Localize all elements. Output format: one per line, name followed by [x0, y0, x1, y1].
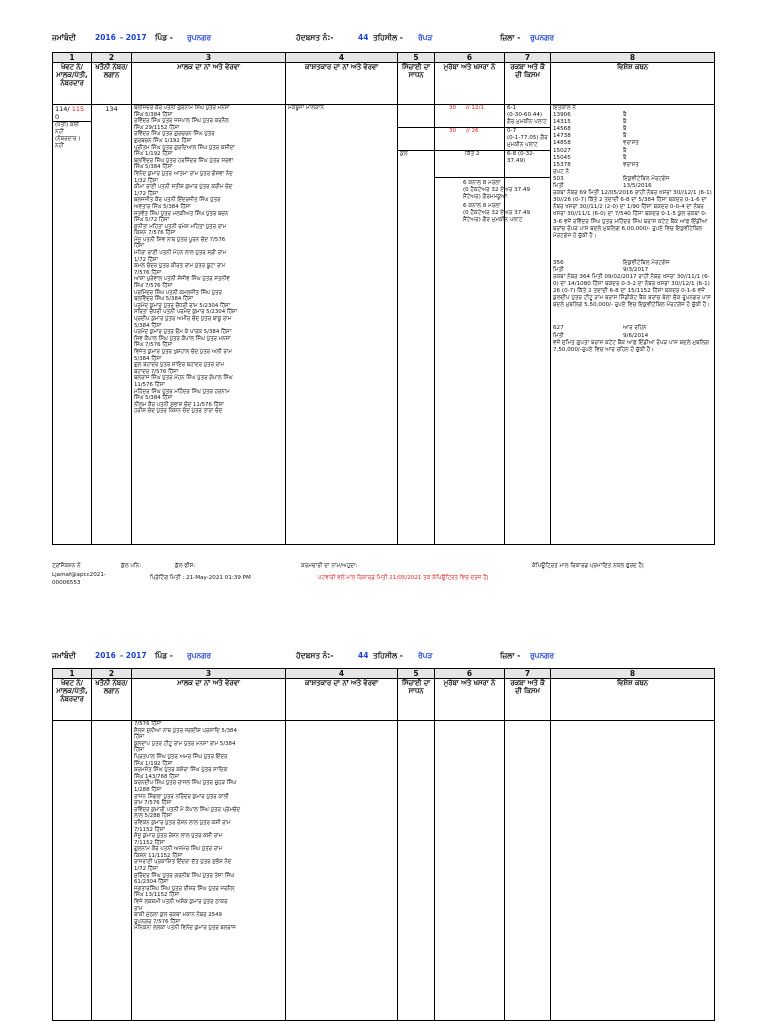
owner-line: ਸਿੰਘ 1/192 ਹਿੱਸਾ — [134, 151, 173, 158]
owner-line: ਬਹਾਦਰ 7/576 ਹਿੱਸਾ — [134, 368, 179, 375]
owner-line: ਅਵਤਾਰ ਸਿੰਘ 5/384 ਹਿੱਸਾ — [134, 203, 191, 210]
col-head-khewat: ਖੇਵਟ ਨੰ/ ਮਾਲਕ/ਪੱਤੀ, ਨੰਬਰਦਾਰ — [53, 679, 92, 721]
col-head-remarks: ਵਿਸ਼ੇਸ਼ ਕਥਨ — [551, 63, 715, 105]
owner-line: ਰਵਿੰਦਰ ਕੁਮਾਰੀ ਪਤਨੀ ਮੋ ਕੰਪਾਲ ਸਿੰਘ ਪੁੱਤਰ ਪ੍ਰੇਮਚੰਦ — [134, 806, 241, 813]
owner-line: ਰੂਪਨਗਰ 7/576 ਹਿੱਸਾ — [134, 918, 181, 925]
owner-line: ਸੈਲਜ਼ ਸੁਨੀਆ ਨਾਥ ਪੁੱਤਰ ਜਗਦੀਸ਼ ਪ੍ਰਸਾਦਿ 5/384 — [134, 727, 237, 734]
jamabandi-label: ਜਮਾਂਬੰਦੀ — [52, 33, 76, 42]
owner-line: ਰਾਜਨ ਸ਼ਿੰਗਲਾ ਪੁੱਤਰ ਨਰਿੰਦਰ ਕੁਮਾਰ ਪੁੱਤਰ ਕਾਲੀ — [134, 793, 229, 800]
owner-line: ਬਲਜਿੰਦਰ ਕੌਰ ਪਤਨੀ ਗੁਰਨਾਮ ਸਿੰਘ ਪੁੱਤਰ ਮਨਸਾ — [134, 105, 230, 111]
owner-line: ਸਿੰਘ 7/576 ਹਿੱਸਾ — [134, 283, 173, 290]
owner-line: ਲਾਲ 5/288 ਹਿੱਸਾ — [134, 813, 172, 820]
remarks-cell — [551, 105, 715, 545]
mutation-row — [553, 126, 712, 133]
mutation-row — [553, 155, 712, 162]
year-to-2: - 2017 — [120, 651, 147, 660]
owner-cell — [132, 721, 286, 1021]
khewat-note: ਨਹੀਂ — [55, 129, 64, 136]
owner-line: ਰਵਿਕਨ ਕੁਮਾਰ ਪੁੱਤਰ ਰੋਸ਼ਨ ਲਾਲ ਪੁੱਤਰ ਕਸ਼ੀ ਰਾਮ — [134, 819, 231, 826]
mutation-number: 14858 — [553, 140, 571, 147]
tehsil-value-2: ਰੋਪੜ — [418, 651, 433, 660]
owner-line: ਮੰਜੂ ਪਤਨੀ ਸ਼ਿਵ ਨਾਥ ਪੁੱਤਰ ਪੂਰਨ ਚੰਦ 7/576 — [134, 236, 226, 243]
khewat-note: ਨਹੀਂ — [55, 143, 64, 150]
owner-line: ਸੰਜੂ ਕੁਮਾਰ ਪੁੱਤਰ ਰੋਸ਼ਨ ਲਾਲ ਪੁੱਤਰ ਕਸ਼ੀ ਰਾਮ — [134, 833, 223, 840]
col-head-rakba: ਰਕਬਾ ਅਤੇ ਕੈ ਦੀ ਕਿਸਮ — [505, 679, 551, 721]
mutation-list — [553, 112, 712, 169]
jamabandi-label-2: ਜਮਾਂਬੰਦੀ — [52, 651, 76, 660]
owner-line: ਸਰਿਤਾ ਚੌਧਰੀ ਪਤਨੀ ਪਰਮੋਦ ਕੁਮਾਰ 5/2304 ਹਿੱਸਾ — [134, 309, 238, 316]
owner-line: ਸਿੰਘ 5/384 ਹਿੱਸਾ — [134, 395, 173, 402]
owner-line: ਆਸ਼ਾ ਪੁਰੇਵਾਲ ਪਤਨੀ ਸੰਜੀਵ ਸਿੰਘ ਪੁੱਤਰ ਸਤਨੀਵ — [134, 276, 230, 283]
hadbast-label: ਹੱਦਬਸਤ ਨੰ:- — [296, 33, 334, 42]
owner-line: ਪਰਮੋਦ ਕੁਮਾਰ ਪੁੱਤਰ ਓਮ ਕੇ ਪਾਰਕ 5/384 ਹਿੱਸਾ — [134, 329, 232, 336]
owner-line: 7/1152 ਹਿੱਸਾ — [134, 839, 165, 846]
owner-line: 7/576 ਹਿੱਸਾ — [134, 269, 162, 276]
mutation-number: 13906 — [553, 112, 571, 119]
owner-list — [134, 105, 283, 415]
col-head-owner: ਮਾਲਕ ਦਾ ਨਾਂ ਅਤੇ ਵੇਰਵਾ — [132, 63, 286, 105]
mutation-type: ਬੈ — [623, 147, 627, 154]
total-line: ਸੈਂਟੇਅਰ) ਗੈਰ ਮੁਮਕੀਨ ਪਲਾਟ — [463, 217, 523, 224]
owner-line: ਹਿੱਸਾ — [134, 747, 145, 754]
murabba-row — [435, 128, 504, 151]
rapat-2: 356 ਇਕੁਵੀਟੇਬਿਲ ਮੋਰਟਗੇਜ ਮਿਤੀ 9/3/2017 ਰਕਬਾ ਨੰਬਰ 364 ਮਿਤੀ 09/02/2017 ਰਾਹੀਂ ਨੰਬਰ ਖਸਰਾ 30//11/1 (6-0) ਦਾ 14/1080 ਹਿੱਸਾ ਬਕਦਰ 0-3-2 ਦਾ ਨੰਬਰ ਖਸਰਾ 30//12/1 (6-1) 26 (0-7) ਕਿੱਤੇ 2 ਤਦਾਦੀ 6-8 ਦਾ 15/1152 ਹਿੱਸਾ ਬਕਦਰ 0-1-6 ਵਜੋਂ ਕੁਲਦੀਪ ਪੁੱਤਰ ਟੀਟੂ ਰਾਮ ਬਰਾਸ ਸਿੰਡੀਕੇਟ ਬੈਂਕ ਬਰਾਂਚ ਬੇਲਾ ਚੌਕ ਰੂਪਨਗਰ ਪਾਸ ਬਦਲੇ ਮੁਬਲਿਗ 5,50,000/- ਰੁਪਏ ਵਿਚ ਇਕੁਵੀਟੇਬਿਲ ਮੋਰਟਗੇਜ ਹੋ ਚੁੱਕੀ ਹੈ। — [553, 259, 711, 309]
owner-line: 1/72 ਹਿੱਸਾ — [134, 190, 158, 197]
mutation-type: ਬੈ — [623, 112, 627, 119]
murabba-number: 30 — [449, 105, 457, 111]
owner-line: ਬਾਕੀ ਮੁੱਠਲਾ ਕੁਲ ਰਕਬਾ ਮਕਾਨ ਨੰਬਰ 2549 — [134, 912, 222, 919]
murabba-total: ਕਿੱਤੇ 2 — [435, 151, 504, 178]
owner-line: 7/1152 ਹਿੱਸਾ — [134, 826, 165, 833]
footer-transaction-label: ਟ੍ਰਾਂਸੈਕਸ਼ਨ ਨੰ — [52, 563, 81, 569]
footer-employee: ਕਰਮਚਾਰੀ ਦਾ ਨਾਮ/ਅਹੁਦਾ: — [301, 563, 358, 569]
owner-line: ਸੁਰਿੰਦਰ ਸਿੰਘ ਪੁੱਤਰ ਗਰਨੀਬ ਸਿੰਘ ਪੁੱਤਰ ਤੇਜਾ ਸਿੰਘ — [134, 872, 235, 879]
rapat-1: 503 ਇਕੁਵੀਟੇਬਿਲ ਮੋਰਟਗੇਜ ਮਿਤੀ 13/5/2016 ਰਕਬਾ ਨੰਬਰ 69 ਮਿਤੀ 12/05/2016 ਰਾਹੀਂ ਨੰਬਰ ਖਸਰਾ 30//12/1 (6-1) 30//26 (0-7) ਕਿੱਤੇ 2 ਤਦਾਦੀ 6-8 ਦਾ 5/384 ਹਿੱਸਾ ਬਕਦਰ 0-1-6 ਦਾ ਨੰਬਰ ਖਸਰਾ 30//11/2 (2-0) ਦਾ 1/90 ਹਿੱਸਾ ਬਕਦਰ 0-0-4 ਦਾ ਨੰਬਰ ਖਸਰਾ 30//11/1 (6-0) ਦਾ 7/540 ਹਿੱਸਾ ਬਕਦਰ 0-1-5 ਕੁਲ ਰਕਬਾ 0-3-6 ਵਜੋਂ ਰਵਿੰਦਰ ਸਿੰਘ ਪੁੱਤਰ ਮਹਿੰਦਰ ਸਿੰਘ ਬਰਾਸ ਕਟੇਟ ਬੈਂਕ ਆਫ ਇੰਡੀਆ ਬਰਾਂਚ ਰੋਪੜ ਪਾਸ ਬਦਲੇ ਮੁਬਲਿਗ 6,00,000/- ਰੁਪਏ ਵਿਚ ਇਕੁਵੀਟੇਬਿਲ ਮੋਰਟਗੇਜ ਹੋ ਚੁੱਕੀ ਹੈ। — [553, 175, 712, 239]
mutation-row — [553, 133, 712, 140]
owner-line: ਸੁਨੀਤਾ ਮਹਿਤਾ ਪਤਨੀ ਰਮੇਸ਼ ਮਹਿਤਾ ਪੁੱਤਰ ਰਾਮ — [134, 223, 227, 230]
col-num-3: 3 — [132, 53, 286, 63]
owner-line: ਰਾਮ — [134, 905, 143, 912]
footer-patwari-note: ਪਟਵਾਰੀ ਵਲੋਂ ਮਾਲ ਰਿਕਾਰਡ ਮਿਤੀ 21/05/2021 ਤਕ ਕੰਪਿਊਟ੍ਰਿਤ ਵਿਚ ਦਰਜ ਹੈ| — [318, 575, 489, 581]
khatauni-cell — [92, 105, 132, 545]
khewat-cell — [53, 721, 92, 1021]
khatauni-number: 134 — [105, 105, 118, 113]
col-num-2: 2 — [92, 669, 132, 679]
year-to: - 2017 — [120, 33, 147, 42]
irrigation-total: ਕੁਲ — [400, 151, 408, 157]
mutation-type: ਬੈ — [623, 119, 627, 126]
owner-line: ਬਲਵਿੰਦਰ ਸਿੰਘ ਪੁੱਤਰ ਹਰਜਿੰਦਰ ਸਿੰਘ ਪੁੱਤਰ ਸਰਵਾ — [134, 157, 234, 164]
mutation-number: 15027 — [553, 147, 571, 154]
owner-line: ਸਤਵੰਤ ਸਿੰਘ ਪੁੱਤਰ ਮਲਕੀਅਤ ਸਿੰਘ ਪੁੱਤਰ ਬਚਨ — [134, 210, 229, 217]
khewat-cell — [53, 105, 92, 545]
owner-line: 5/384 ਹਿੱਸਾ — [134, 355, 162, 362]
owner-line: ਸਿੰਘ 29/1152 ਹਿੱਸਾ — [134, 124, 180, 131]
col-head-murabba: ਮੁਰੱਬਾ ਅਤੇ ਖਸਰਾ ਨੰ — [435, 679, 505, 721]
col-head-khatauni: ਖਤੌਨੀ ਨੰਬਰ/ ਲਗਾਨ — [92, 63, 132, 105]
owner-line: ਸਿੰਘ 5/384 ਹਿੱਸਾ — [134, 164, 173, 171]
rapat-3: 627 ਆਰ ਰਹਿਨ ਮਿਤੀ 9/6/2014 ਵਜੋਂ ਸੁਮਿਤ ਗੁਪਤਾ ਬਰਾਸ ਕਟੇਟ ਬੈਂਕ ਆਫ ਇੰਡੀਆ ਰੋਪੜ ਪਾਸ ਬਦਲੇ ਮੁਬਲਿਗ 7,50,000/-ਰੁਪਏ ਵਿਚ ਆਰ ਰਹਿਨ ਹੋ ਚੁੱਕੀ ਹੈ। — [553, 325, 710, 353]
cultivator-cell — [286, 105, 398, 545]
total-line: (0 ਹੈਕਟੇਅਰ 32 ਏਅਰ 37.49 — [463, 187, 531, 194]
col-num-8: 8 — [551, 53, 715, 63]
owner-line: ਵਿਜੇ ਲਕਸ਼ਮੀ ਪਤਨੀ ਅਸ਼ੋਕ ਕੁਮਾਰ ਪੁੱਤਰ ਠਾਕਰ — [134, 899, 228, 906]
owner-line: ਨੀਲਮ ਕੌਰ ਪਤਨੀ ਸੁਭਾਸ਼ ਚੰਦ 11/576 ਹਿੱਸਾ — [134, 401, 224, 408]
owner-line: ਗੁਰਬਚਨ ਸਿੰਘ 1/192 ਹਿੱਸਾ — [134, 137, 192, 144]
owner-line: ਬਲਰਾਜ ਸਿੰਘ ਪੁੱਤਰ ਮੋਹਨ ਸਿੰਘ ਪੁੱਤਰ ਗੋਪਾਲ ਸਿੰਘ — [134, 375, 233, 382]
owner-line: ਮਧੋਰਾ ਰਾਣੀ ਪਤਨੀ ਮੋਹਨ ਲਾਲ ਪੁੱਤਰ ਸ੍ਰੀ ਰਾਮ — [134, 250, 227, 257]
remarks-header: ਇੰਤਕਾਲ ਨੰ — [553, 105, 576, 111]
col-num-1: 1 — [53, 53, 92, 63]
jamabandi-table-page2 — [52, 668, 715, 1021]
owner-line: 61/2304 ਹਿੱਸਾ — [134, 879, 169, 886]
col-num-6: 6 — [435, 53, 505, 63]
owner-line: ਰਾਜਰਾਣੀ ਪ੍ਰਕਾਸ਼ਿਤ ਇੰਦਰਾ ਦੱਤ ਪੁੱਤਰ ਸੁਭੋਸ਼ ਨੰਦ — [134, 859, 232, 866]
col-num-2: 2 — [92, 53, 132, 63]
owner-line: ਰਵਿੰਦਰ ਸਿੰਘ ਪੁੱਤਰ ਜਸਪਾਲ ਸਿੰਘ ਪੁੱਤਰ ਕਰਨੈਲ — [134, 118, 229, 125]
owner-line: 1/32 ਹਿੱਸਾ — [134, 177, 158, 184]
col-num-7: 7 — [505, 53, 551, 63]
col-num-4: 4 — [286, 53, 398, 63]
zila-label: ਜ਼ਿਲਾ - — [500, 33, 521, 42]
col-num-5: 5 — [398, 669, 435, 679]
year-from-2: 2016 — [95, 651, 116, 660]
owner-line: ਕੀਮਾ ਰਾਣੀ ਪਤਨੀ ਸਤੀਸ਼ ਕੁਮਾਰ ਪੁੱਤਰ ਕਰੀਮ ਚੰਦ — [134, 184, 233, 191]
total-line: 6 ਕਨਾਲ 8 ਮਰਲਾ — [463, 203, 501, 210]
mutation-number: 15045 — [553, 154, 571, 161]
owner-line: ਕਿਸ਼ਨ 7/576 ਹਿੱਸਾ — [134, 230, 176, 237]
cultivator-text: ਮਕਬੂਜਾ ਮਾਲਕਾਨ — [288, 105, 324, 111]
year-from: 2016 — [95, 33, 116, 42]
khasra-number: // 12/1 — [465, 105, 485, 111]
owner-line: ਵਿਜੇਤ ਕੁਮਾਰ ਪੁੱਤਰ ਖੁਸ਼ਹਾਲ ਚੰਦ ਪੁੱਤਰ ਅਲੀ ਰਾਮ — [134, 348, 232, 355]
murabba-number: 30 — [449, 128, 457, 134]
col-num-6: 6 — [435, 669, 505, 679]
khewat-number: 114/ — [55, 105, 70, 113]
owner-line: ਰਵਿੰਦਰ ਸਿੰਘ ਪੁੱਤਰ ਗੁਰਚਰਨ ਸਿੰਘ ਪੁੱਤਰ — [134, 131, 215, 138]
owner-line: ਗੁਲ ਬਹਾਦਰ ਪੁੱਤਰ ਸ਼ਾਇਰ ਬਹਾਦਰ ਪੁੱਤਰ ਰਾਮ — [134, 362, 225, 369]
owner-line: 1/72 ਹਿੱਸਾ — [134, 256, 158, 263]
owner-line: ਸਿੰਘ 5/72 ਹਿੱਸਾ — [134, 217, 170, 224]
pind-label: ਪਿੰਡ - — [155, 33, 173, 42]
mutation-number: 15378 — [553, 161, 571, 168]
total-line: ਸੈਂਟੇਅਰ) ਗੈਰਮਮਕੂਆ — [463, 194, 508, 201]
rakba-row: 0-7 (0-1-77.05) ਗੈਰ ਮੁਮਕੀਨ ਪਲਾਟ — [505, 128, 550, 151]
col-num-3: 3 — [132, 669, 286, 679]
owner-line: ਬਲਜਜੀਤ ਕੌਰ ਪਤਨੀ ਇੰਦਰਜੀਤ ਸਿੰਘ ਪੁੱਤਰ — [134, 197, 221, 204]
total-line: 6 ਕਨਾਲ 8 ਮਰਲਾ — [463, 180, 501, 186]
col-head-remarks: ਵਿਸ਼ੇਸ਼ ਕਥਨ — [551, 679, 715, 721]
mutation-type: ਬੈ — [623, 126, 627, 133]
khasra-number: // 26 — [465, 128, 479, 134]
rakba-cell — [505, 105, 551, 545]
owner-line: ਪ੍ਰੀਤਮ ਸਿੰਘ ਪੁੱਤਰ ਗੁਰਦਿਆਲ ਸਿੰਘ ਪੁੱਤਰ ਕਸ਼ੀਦਾ — [134, 144, 235, 151]
owner-line: ਮਨਿਕਨਾ ਲਲਕਾ ਪਤਨੀ ਵਿਨੋਦ ਕੁਮਾਰ ਪੁੱਤਰ ਬਲਰਾਜ — [134, 925, 236, 932]
mutation-row — [553, 112, 712, 119]
tehsil-label-2: ਤਹਿਸੀਲ - — [373, 651, 403, 660]
murabba-row — [435, 105, 504, 128]
mutation-type: ਵਰਾਸਤ — [623, 140, 639, 147]
col-head-cultivator: ਕਾਸ਼ਤਕਾਰ ਦਾ ਨਾਂ ਅਤੇ ਵੇਰਵਾ — [286, 679, 398, 721]
footer-total-pages: ਕੁੱਲ ਪਨਿ: — [121, 563, 142, 569]
total-area-2 — [435, 201, 531, 224]
khewat-note: (ਨੰਬਰਦਾਰ ) — [55, 136, 81, 143]
pind-value-2: ਰੁਪਨਗਰ — [187, 651, 212, 660]
mutation-type: ਬੈ — [623, 154, 627, 161]
cultivator-cell — [286, 721, 398, 1021]
rakba-row: 6-1 (0-30-60.44) ਗੈਰ ਮੁਮਕੀਨ ਪਲਾਟ — [505, 105, 550, 128]
hadbast-value: 44 — [358, 33, 369, 42]
col-head-rakba: ਰਕਬਾ ਅਤੇ ਕੈ ਦੀ ਕਿਸਮ — [505, 63, 551, 105]
footer-certified: ਕੰਪਿਊਟ੍ਰਿਤ ਮਾਲ ਰਿਕਾਰਡ ਪ੍ਰਮਾਣਿਤ ਨਕਲ ਫੁਰਦ ਹੈ| — [532, 563, 644, 569]
hadbast-label-2: ਹੱਦਬਸਤ ਨੰ:- — [296, 651, 334, 660]
owner-line: ਸਿਵ ਕੌਪਾਲ ਸਿੰਘ ਪੁੱਤਰ ਕੌਪਾਲ ਸਿੰਘ ਪੁੱਤਰ ਮਨਸਾ — [134, 335, 231, 342]
owner-line: 5/384 ਹਿੱਸਾ — [134, 322, 162, 329]
owner-cell — [132, 105, 286, 545]
col-head-khatauni: ਖਤੌਨੀ ਨੰਬਰ/ ਲਗਾਨ — [92, 679, 132, 721]
col-head-cultivator: ਕਾਸ਼ਤਕਾਰ ਦਾ ਨਾਂ ਅਤੇ ਵੇਰਵਾ — [286, 63, 398, 105]
owner-line: ਪ੍ਰਦੀਪ ਕੁਮਾਰ ਪੁੱਤਰ ਅਮੀਰ ਚੰਦ ਪੁੱਤਰ ਬਾਬੂ ਰਾਮ — [134, 316, 232, 322]
irrigation-cell — [398, 105, 435, 545]
tehsil-value: ਰੋਪੜ — [418, 33, 433, 42]
owner-line: ਕਿਸ਼ਨ 11/1152 ਹਿੱਸਾ — [134, 852, 183, 859]
col-num-1: 1 — [53, 669, 92, 679]
hadbast-value-2: 44 — [358, 651, 369, 660]
owner-list — [134, 721, 283, 932]
owner-line: ਗੁਲਨਾਮ ਕੌਰ ਪਤਨੀ ਅਜਮੇਰ ਸਿੰਘ ਪੁੱਤਰ ਰਾਮ — [134, 846, 223, 853]
tehsil-label: ਤਹਿਸੀਲ - — [373, 33, 403, 42]
mutation-row — [553, 119, 712, 126]
mutation-type: ਬੈ — [623, 133, 627, 140]
owner-line: ਮਹਿੰਦਰ ਸਿੰਘ ਪੁੱਤਰ ਮਹਿੰਦਰ ਸਿੰਘ ਪੁੱਤਰ ਹਰਨਾਮ — [134, 388, 230, 395]
mutation-number: 14738 — [553, 133, 571, 140]
khatauni-cell — [92, 721, 132, 1021]
owner-line: ਕੁਲਦਾਪ ਪੁੱਤਰ ਟੀਟੂ ਰਾਮ ਪੁੱਤਰ ਮਨਸਾ ਰਾਮ 5/384 — [134, 740, 236, 747]
mutation-number: 14568 — [553, 126, 571, 133]
total-line: (0 ਹੈਕਟੇਅਰ 32 ਏਅਰ 37.49 — [463, 210, 531, 217]
mutation-row — [553, 162, 712, 169]
owner-line: ਜਗਤਾਰਸਿੰਘ ਸਿੰਘ ਪੁੱਤਰ ਈਸ਼ਰ ਸਿੰਘ ਪੁੱਤਰ ਜਰਨੈਲ — [134, 885, 235, 892]
khewat-note: (ਪੱਤੀ) ਕੋਈ — [55, 122, 80, 128]
owner-line: ਪਰਮੋਦ ਕੁਮਾਰ ਪੁੱਤਰ ਚੌਧਰੀ ਰਾਮ 5/2304 ਹਿੱਸਾ — [134, 302, 231, 309]
footer-transaction-id-2: 00006553 — [52, 580, 81, 586]
owner-line: ਸਿੰਘ 5/384 ਹਿੱਸਾ — [134, 111, 173, 118]
col-head-khewat: ਖੇਵਟ ਨੰ/ ਮਾਲਕ/ਪੱਤੀ, ਨੰਬਰਦਾਰ — [53, 63, 92, 105]
owner-line: 7/576 ਹਿੱਸਾ — [134, 721, 162, 727]
owner-line: ਸਿੰਘ 13/1152 ਹਿੱਸਾ — [134, 892, 180, 899]
owner-line: ਕਰਨਦੀਪ ਸਿੰਘ ਪੁੱਤਰ ਰਾਜਲ ਸਿੰਘ ਪੁੱਤਰ ਚੁਹੜ ਸਿੰਘ — [134, 780, 237, 787]
zila-value: ਰੁਪਨਗਰ — [530, 33, 555, 42]
col-head-owner: ਮਾਲਕ ਦਾ ਨਾਂ ਅਤੇ ਵੇਰਵਾ — [132, 679, 286, 721]
zila-value-2: ਰੁਪਨਗਰ — [530, 651, 555, 660]
khewat-sub: 0 — [53, 113, 91, 122]
owner-line: ਹਿੱਸਾ — [134, 243, 145, 250]
pind-label-2: ਪਿੰਡ - — [155, 651, 173, 660]
owner-line: ਬਲਵਿੰਦਰ ਸਿੰਘ 5/384 ਹਿੱਸਾ — [134, 296, 194, 303]
col-num-8: 8 — [551, 669, 715, 679]
rakba-cell — [505, 721, 551, 1021]
owner-line: ਹਿੱਸਾ — [134, 734, 145, 741]
owner-line: 1/288 ਹਿੱਸਾ — [134, 786, 162, 793]
footer-total-fees: ਕੁੱਲ ਫੀਸ: — [175, 563, 196, 569]
mutation-number: 14315 — [553, 119, 571, 126]
pind-value: ਰੁਪਨਗਰ — [187, 33, 212, 42]
owner-line: ਪਰਮਿੰਦਰ ਸਿੰਘ ਪਤਨੀ ਕਮਲਜੀਤ ਸਿੰਘ ਪੁੱਤਰ — [134, 289, 222, 296]
mutation-row — [553, 140, 712, 147]
total-area-1 — [435, 178, 531, 201]
owner-line: ਕਮਲ ਚੰਦਰ ਪੁੱਤਰ ਕੀਰਤ ਰਾਮ ਪੁੱਤਰ ਬੂਟਾ ਰਾਮ — [134, 263, 226, 270]
mutation-type: ਵਰਾਸਤ — [623, 161, 639, 168]
owner-line: 11/576 ਹਿੱਸਾ — [134, 381, 165, 388]
col-head-murabba: ਮੁਰੱਬਾ ਅਤੇ ਖਸਰਾ ਨੰ — [435, 63, 505, 105]
owner-line: ਕਰਮਜੋਤ ਸਿੰਘ ਪੁੱਤਰ ਕਸ਼ੋਰਾ ਸਿੰਘ ਪੁੱਤਰ ਸਾਦਿਕ — [134, 767, 228, 774]
col-head-irrigation: ਸਿੰਚਾਈ ਦਾ ਸਾਧਨ — [398, 63, 435, 105]
rapat-label: ਰਪਟ ਨੰ — [553, 168, 569, 175]
owner-line: ਸਿੰਘ 1/192 ਹਿੱਸਾ — [134, 760, 173, 767]
khewat-number-red: 115 — [71, 105, 85, 113]
mutation-row — [553, 148, 712, 155]
murabba-cell — [435, 721, 505, 1021]
owner-line: ਰਾਮ 7/576 ਹਿੱਸਾ — [134, 800, 172, 807]
zila-label-2: ਜ਼ਿਲਾ - — [500, 651, 521, 660]
col-num-5: 5 — [398, 53, 435, 63]
footer-transaction-id: Ljamaf@apcc2021- — [52, 572, 106, 578]
rakba-total: 6-8 (0-32- 37.49) — [505, 151, 550, 178]
col-num-4: 4 — [286, 669, 398, 679]
owner-line: ਵਿਨੋਦ ਕੁਮਾਰ ਪੁੱਤਰ ਆਤਮਾ ਰਾਮ ਪੁੱਤਰ ਗੋਸਵਾ ਨੰਦ — [134, 170, 233, 177]
col-head-irrigation: ਸਿੰਚਾਈ ਦਾ ਸਾਧਨ — [398, 679, 435, 721]
owner-line: 1/72 ਹਿੱਸਾ — [134, 866, 158, 873]
remarks-cell — [551, 721, 715, 1021]
owner-line: ਹਰੀਸ਼ ਚੰਦ ਪੁੱਤਰ ਕਿਸ਼ਨ ਚੰਦ ਪੁੱਤਰ ਤਾਰਾ ਚੰਦ — [134, 408, 223, 415]
owner-line: ਸਿੰਘ 143/768 ਹਿੱਸਾ — [134, 773, 180, 780]
footer-print-date: ਪ੍ਰਿੰਟਿੰਗ ਮਿਤੀ : 21-May-2021 01:39 PM — [150, 575, 251, 581]
owner-line: ਪ੍ਰਿਤਪਾਲ ਸਿੰਘ ਪੁੱਤਰ ਅਮਰ ਸਿੰਘ ਪੁੱਤਰ ਇੰਦਰ — [134, 753, 228, 760]
jamabandi-table-page1 — [52, 52, 715, 545]
owner-line: ਸਿੰਘ 7/576 ਹਿੱਸਾ — [134, 342, 173, 349]
col-num-7: 7 — [505, 669, 551, 679]
irrigation-cell — [398, 721, 435, 1021]
